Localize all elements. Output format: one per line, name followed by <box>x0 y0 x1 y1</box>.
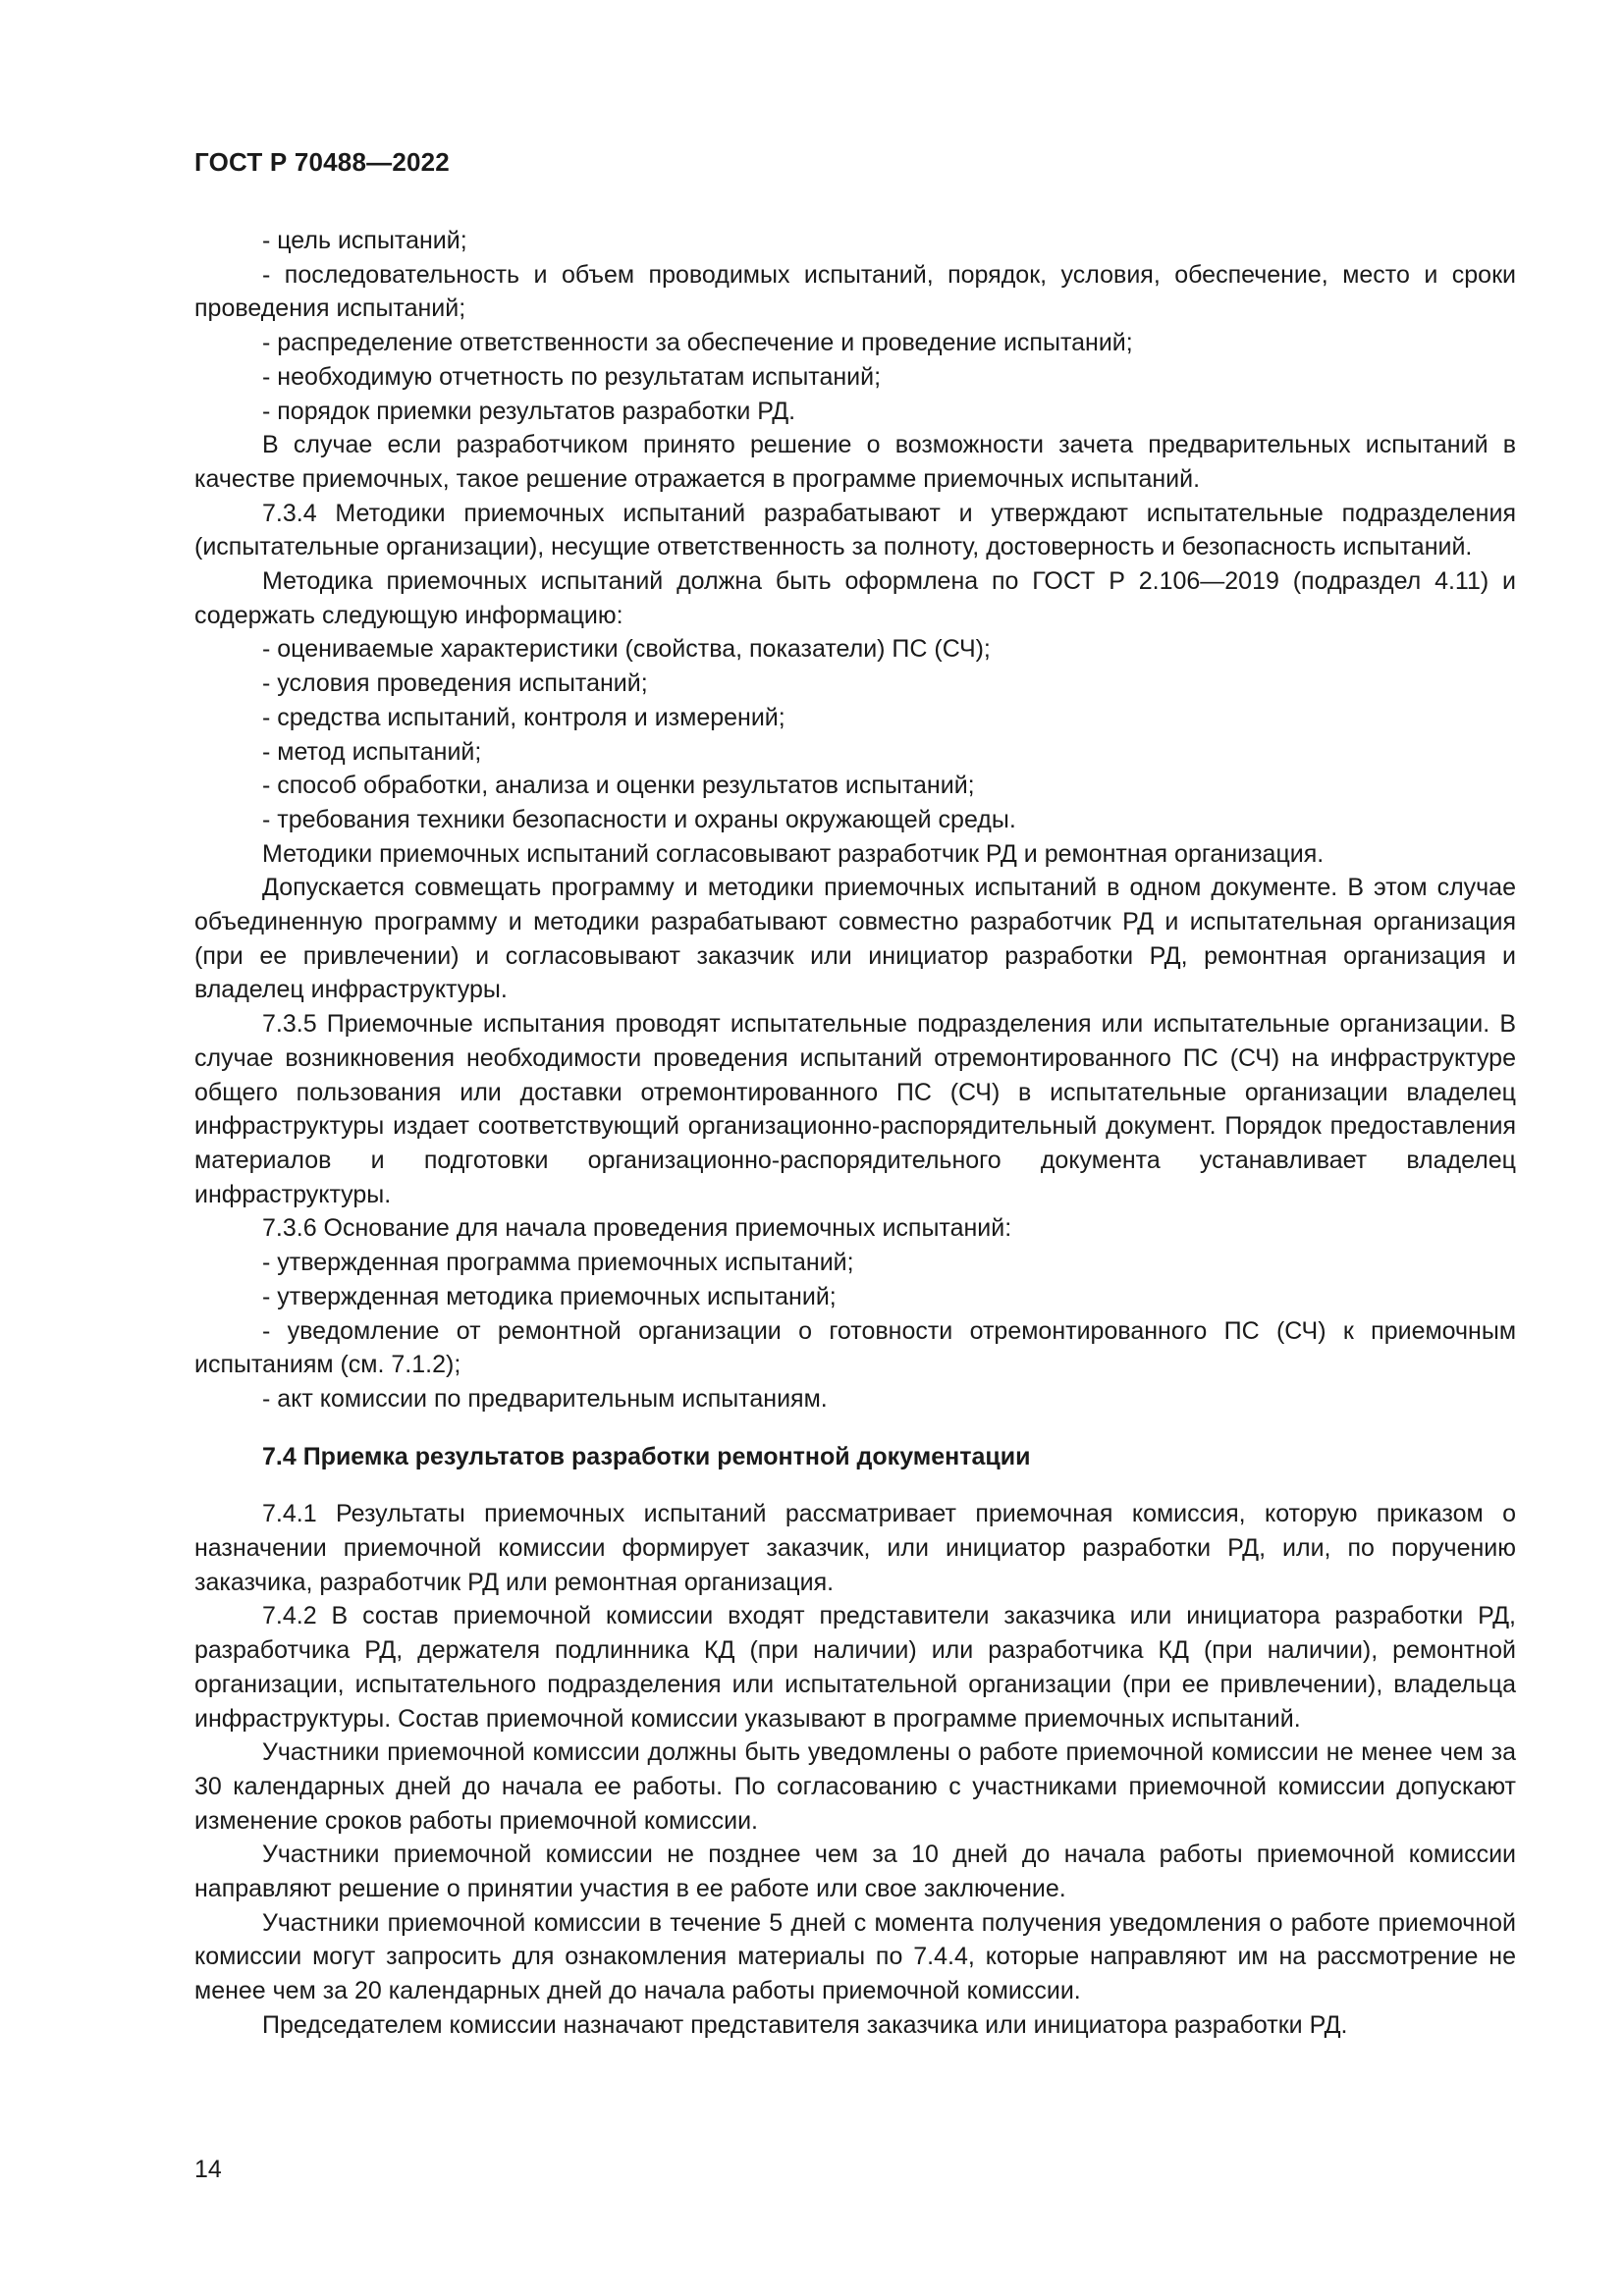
paragraph: - цель испытаний; <box>262 227 467 254</box>
paragraph: - требования техники безопасности и охраны окружающей среды. <box>262 805 1016 833</box>
paragraph: - утвержденная программа приемочных испытаний; <box>262 1249 854 1277</box>
paragraph: - оцениваемые характеристики (свойства, показатели) ПС (СЧ); <box>262 635 991 664</box>
section-heading: 7.4 Приемка результатов разработки ремонтной документации <box>262 1442 1031 1470</box>
paragraph: - последовательность и объем проводимых испытаний, порядок, условия, обеспечение, место и сроки проведения испытаний; <box>194 260 1516 323</box>
paragraph: 7.3.5 Приемочные испытания проводят испытательные подразделения или испытательные организации. В случае возникновения необходимости проведения испытаний отремонтированного ПС (СЧ) на инфраструктуре общего пользования или доставки отремонтированного ПС (СЧ) в испытательные организации владелец инфраструктуры издает соответствующий организационно-распорядительный документ. Порядок предоставления материалов и подготовки организационно-распорядительного документа устанавливает владелец инфраструктуры. <box>194 1010 1516 1208</box>
paragraph: - средства испытаний, контроля и измерений; <box>262 703 785 731</box>
paragraph: - акт комиссии по предварительным испытаниям. <box>262 1384 828 1413</box>
paragraph: - утвержденная методика приемочных испытаний; <box>262 1282 837 1310</box>
paragraph: 7.3.6 Основание для начала проведения приемочных испытаний: <box>262 1214 1012 1243</box>
paragraph: 7.4.1 Результаты приемочных испытаний рассматривает приемочная комиссия, которую приказом о назначении приемочной комиссии формирует заказчик, или инициатор разработки РД, или, по поручению заказчика, разработчик РД или ремонтная организация. <box>194 1500 1516 1596</box>
paragraph: Участники приемочной комиссии в течение 5 дней с момента получения уведомления о работе приемочной комиссии могут запросить для ознакомления материалы по 7.4.4, которые направляют им на рассмотрение не менее чем за 20 календарных дней до начала работы приемочной комиссии. <box>194 1908 1516 2005</box>
paragraph: Участники приемочной комиссии должны быть уведомлены о работе приемочной комиссии не менее чем за 30 календарных дней до начала ее работы. По согласованию с участниками приемочной комиссии допускают изменение сроков работы приемочной комиссии. <box>194 1738 1516 1835</box>
paragraph: В случае если разработчиком принято решение о возможности зачета предварительных испытаний в качестве приемочных, такое решение отражается в программе приемочных испытаний. <box>194 431 1516 493</box>
paragraph: Участники приемочной комиссии не позднее чем за 10 дней до начала работы приемочной комиссии направляют решение о принятии участия в ее работе или свое заключение. <box>194 1841 1516 1903</box>
paragraph: Методики приемочных испытаний согласовывают разработчик РД и ремонтная организация. <box>262 839 1325 868</box>
paragraph: - порядок приемки результатов разработки РД. <box>262 397 796 425</box>
paragraph: - метод испытаний; <box>262 737 482 766</box>
paragraph: - способ обработки, анализа и оценки результатов испытаний; <box>262 772 975 800</box>
paragraph: 7.4.2 В состав приемочной комиссии входят представители заказчика или инициатора разработки РД, разработчика РД, держателя подлинника КД (при наличии) или разработчика КД (при наличии), ремонтной организации, испытательного подразделения или испытательной организации (при ее привлечении), владельца инфраструктуры. Состав приемочной комиссии указывают в программе приемочных испытаний. <box>194 1602 1516 1733</box>
paragraph: Председателем комиссии назначают представителя заказчика или инициатора разработки РД. <box>262 2010 1348 2039</box>
paragraph: - распределение ответственности за обеспечение и проведение испытаний; <box>262 329 1133 357</box>
paragraph: Методика приемочных испытаний должна быть оформлена по ГОСТ Р 2.106—2019 (подраздел 4.11) и содержать следующую информацию: <box>194 567 1516 629</box>
document-header: ГОСТ Р 70488—2022 <box>194 147 450 177</box>
document-body <box>194 224 1516 2043</box>
paragraph: Допускается совмещать программу и методики приемочных испытаний в одном документе. В этом случае объединенную программу и методики разрабатывают совместно разработчик РД и испытательная организация (при ее привлечении) и согласовывают заказчик или инициатор разработки РД, ремонтная организация и владелец инфраструктуры. <box>194 874 1516 1004</box>
page-number: 14 <box>194 2156 222 2183</box>
paragraph: - уведомление от ремонтной организации о готовности отремонтированного ПС (СЧ) к приемочным испытаниям (см. 7.1.2); <box>194 1316 1516 1379</box>
paragraph: 7.3.4 Методики приемочных испытаний разрабатывают и утверждают испытательные подразделения (испытательные организации), несущие ответственность за полноту, достоверность и безопасность испытаний. <box>194 499 1516 561</box>
paragraph: - условия проведения испытаний; <box>262 669 648 698</box>
paragraph: - необходимую отчетность по результатам испытаний; <box>262 362 882 391</box>
